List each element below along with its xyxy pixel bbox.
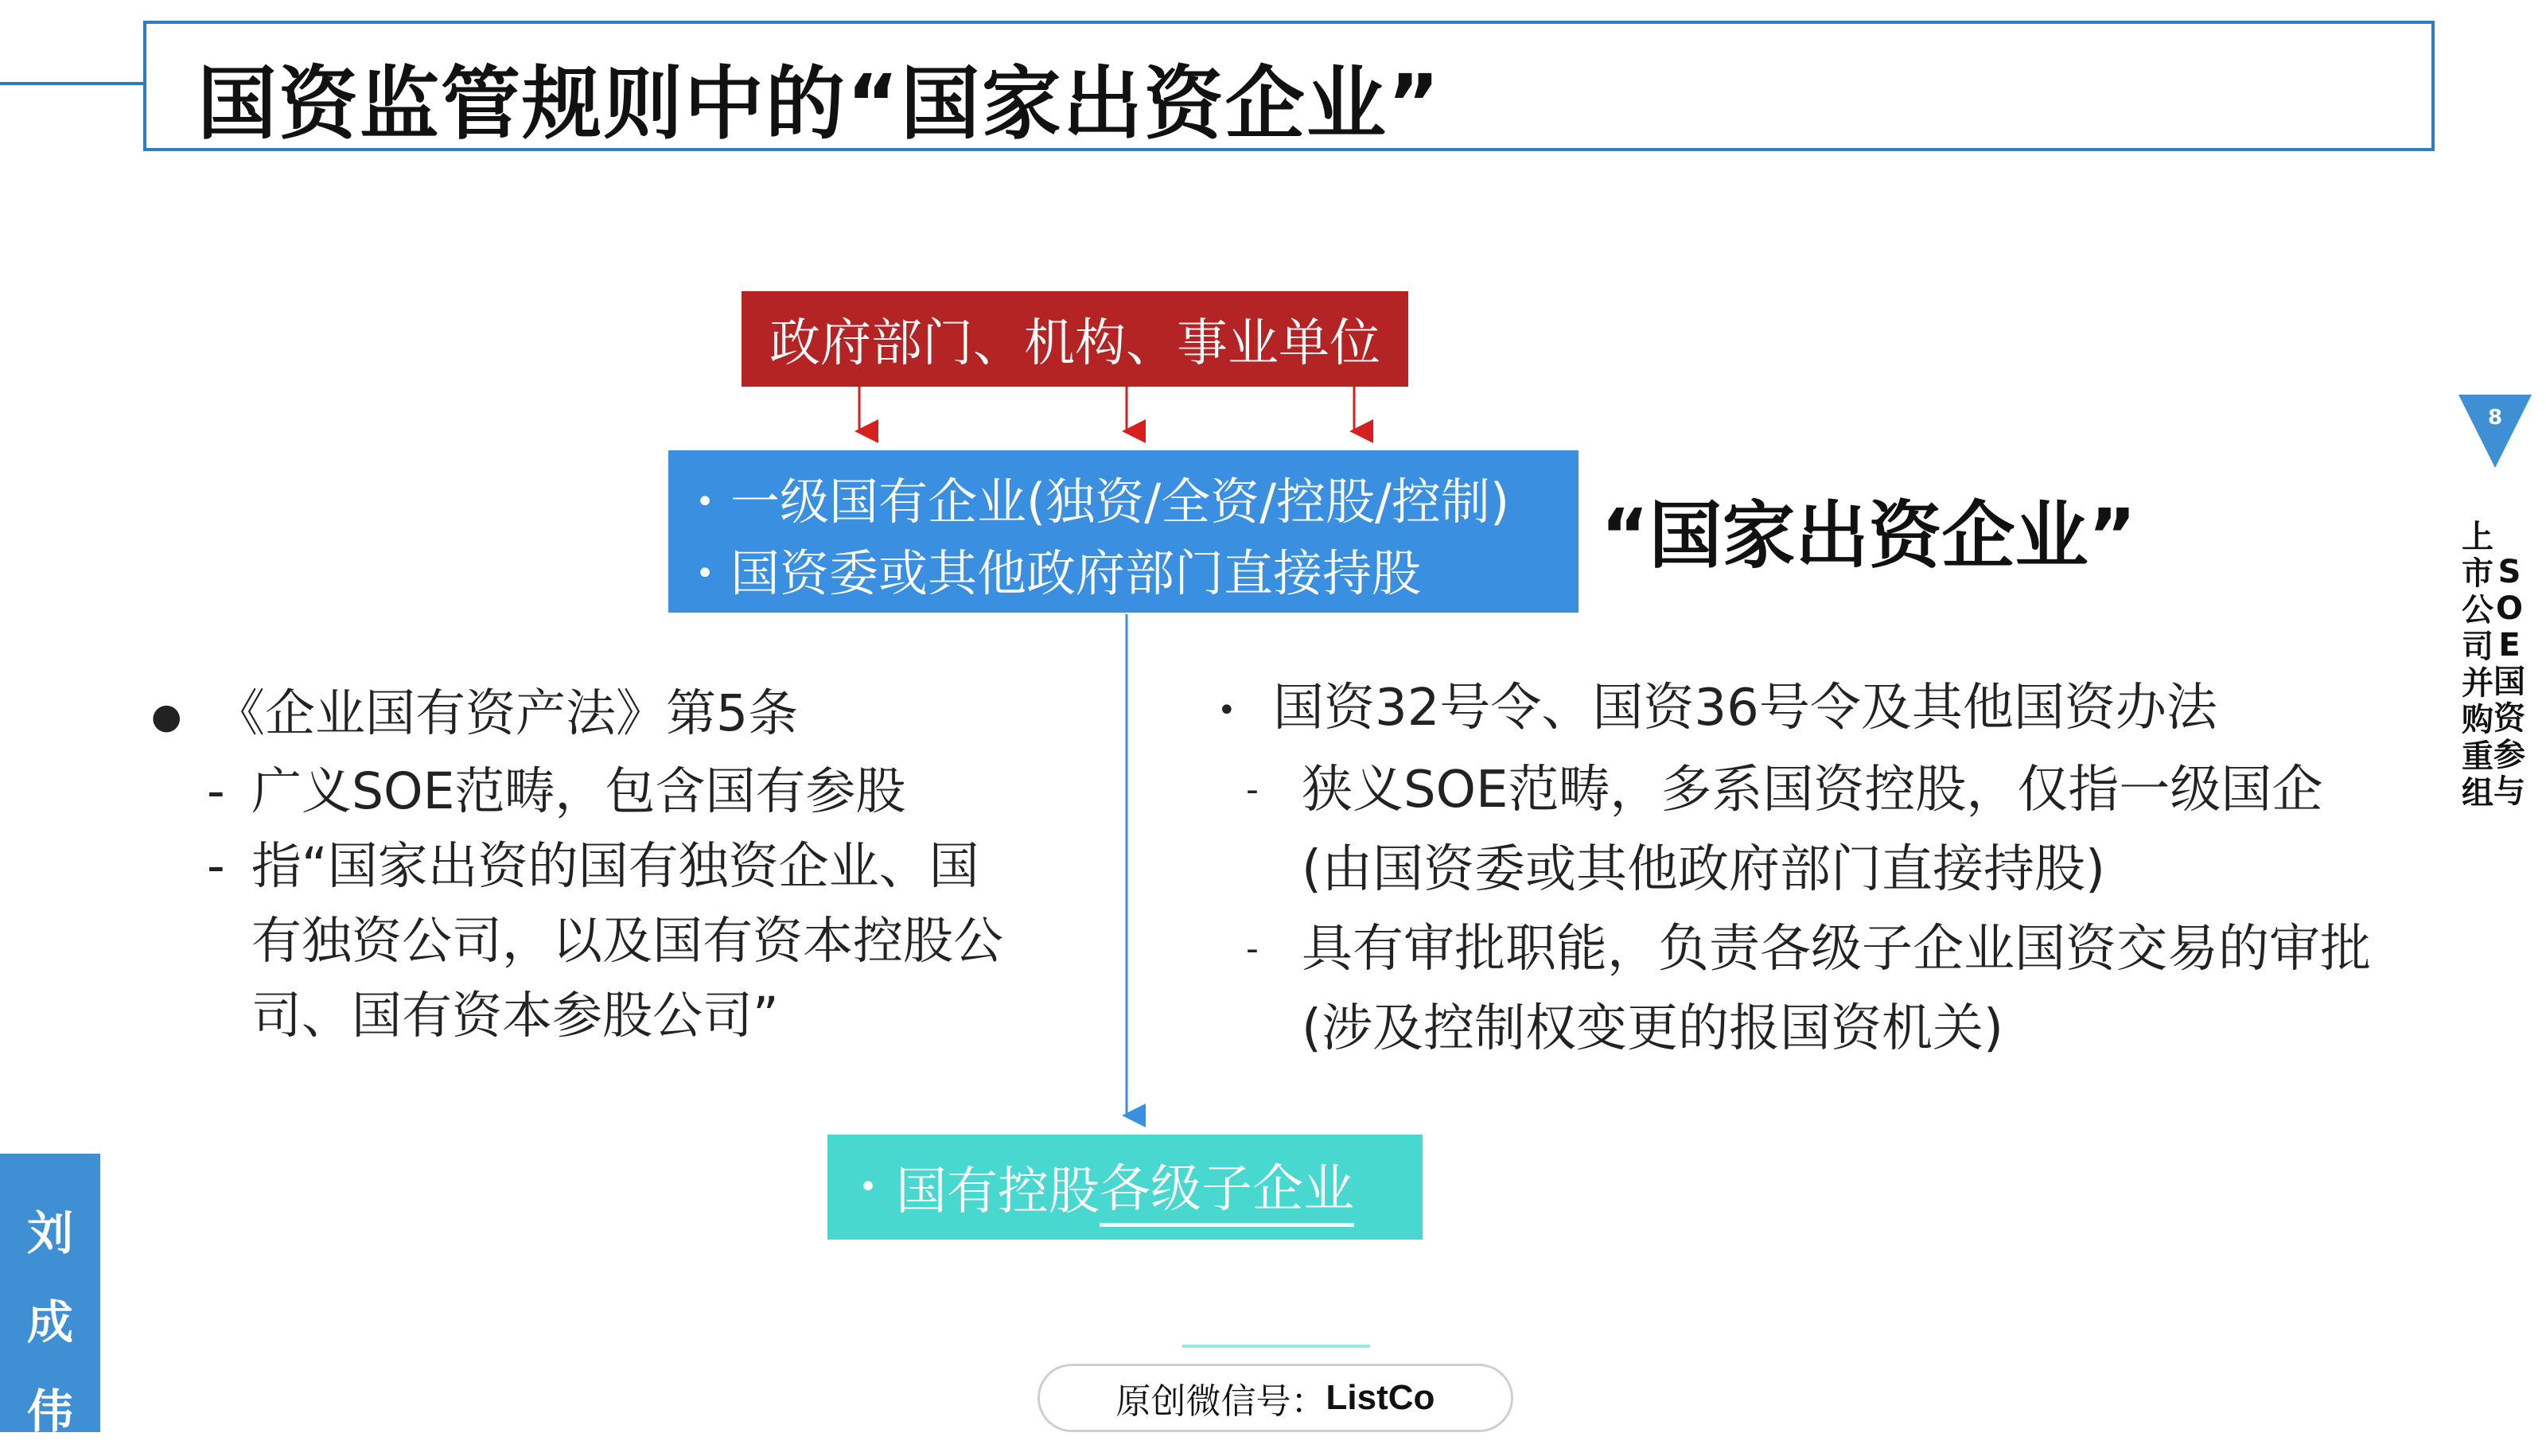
first-level-item-text: 国资委或其他政府部门直接持股	[730, 544, 1422, 602]
series-title-column-1	[2493, 554, 2525, 810]
series-title-char: 与	[2493, 773, 2525, 810]
sub-item-text: 广义SOE范畴，包含国有参股	[251, 761, 906, 820]
dash-icon: -	[207, 836, 225, 895]
series-title-char: 公	[2462, 592, 2493, 629]
list-item	[1217, 909, 2411, 1069]
wechat-id: ListCo	[1326, 1378, 1435, 1417]
first-level-item-text: 一级国有企业(独资/全资/控股/控制)	[730, 473, 1510, 531]
subsidiary-prefix: 国有控股	[896, 1162, 1100, 1221]
list-item	[1217, 668, 2411, 750]
series-title-char: 重	[2462, 738, 2493, 775]
footer-accent-line	[1182, 1345, 1370, 1348]
author-sidebar	[0, 1154, 100, 1438]
series-title-char: 购	[2462, 702, 2493, 738]
list-item	[1217, 750, 2411, 909]
dash-icon: -	[207, 761, 225, 820]
list-item	[151, 754, 1082, 829]
series-title-char: 司	[2462, 629, 2493, 665]
dash-icon: -	[1246, 928, 1259, 970]
series-title-column-2	[2462, 519, 2493, 812]
title-frame	[143, 21, 2435, 151]
first-level-enterprise-box	[668, 450, 1579, 613]
section-heading: 国资32号令、国资36号令及其他国资办法	[1273, 679, 2217, 738]
bullet-icon: ●	[151, 695, 182, 737]
author-name-char: 刘	[26, 1206, 73, 1260]
page-number: 8	[2487, 406, 2503, 430]
series-title-char: 资	[2493, 700, 2525, 737]
bullet-icon: •	[695, 555, 714, 592]
bullet-icon: •	[858, 1169, 878, 1205]
sub-item-text: 狭义SOE范畴，多系国资控股，仅指一级国企(由国资委或其他政府部门直接持股)	[1302, 761, 2323, 900]
dash-icon: -	[1246, 769, 1259, 811]
state-invested-enterprise-label: “国家出资企业”	[1601, 493, 2136, 578]
series-title-char: S	[2497, 554, 2521, 590]
list-item	[151, 829, 1082, 1053]
subsidiary-enterprise-box	[827, 1135, 1423, 1240]
bullet-icon: •	[695, 484, 714, 520]
author-name	[0, 1189, 100, 1456]
wechat-id-badge	[1037, 1364, 1513, 1432]
author-name-char: 伟	[26, 1384, 73, 1438]
enterprise-asset-law-section	[151, 676, 1082, 1053]
sub-item-text: 指“国家出资的国有独资企业、国有独资公司，以及国有资本控股公司、国有资本参股公司”	[251, 836, 1003, 1045]
series-title-char: O	[2495, 590, 2523, 627]
series-title-char: E	[2498, 627, 2521, 664]
government-entities-box: 政府部门、机构、事业单位	[742, 291, 1408, 387]
series-title-char: 组	[2462, 775, 2493, 812]
series-title-char: 市	[2462, 555, 2493, 592]
list-item	[151, 676, 1082, 754]
sasac-rules-section	[1217, 668, 2411, 1069]
list-item	[679, 466, 1579, 538]
series-title-char: 国	[2493, 664, 2525, 700]
list-item	[679, 538, 1579, 609]
title-accent-line	[0, 82, 143, 85]
wechat-label: 原创微信号：	[1115, 1381, 1326, 1422]
series-title-char: 并	[2462, 665, 2493, 702]
section-heading: 《企业国有资产法》第5条	[215, 684, 799, 742]
sub-item-text: 具有审批职能，负责各级子企业国资交易的审批(涉及控制权变更的报国资机关)	[1302, 920, 2371, 1059]
subsidiary-underlined: 各级子企业	[1100, 1148, 1354, 1227]
author-name-char: 成	[26, 1295, 73, 1349]
page-title: 国资监管规则中的“国家出资企业”	[197, 57, 1442, 150]
series-title-char: 参	[2493, 737, 2525, 773]
series-title-char: 上	[2462, 519, 2493, 555]
bullet-icon: •	[1217, 692, 1236, 730]
